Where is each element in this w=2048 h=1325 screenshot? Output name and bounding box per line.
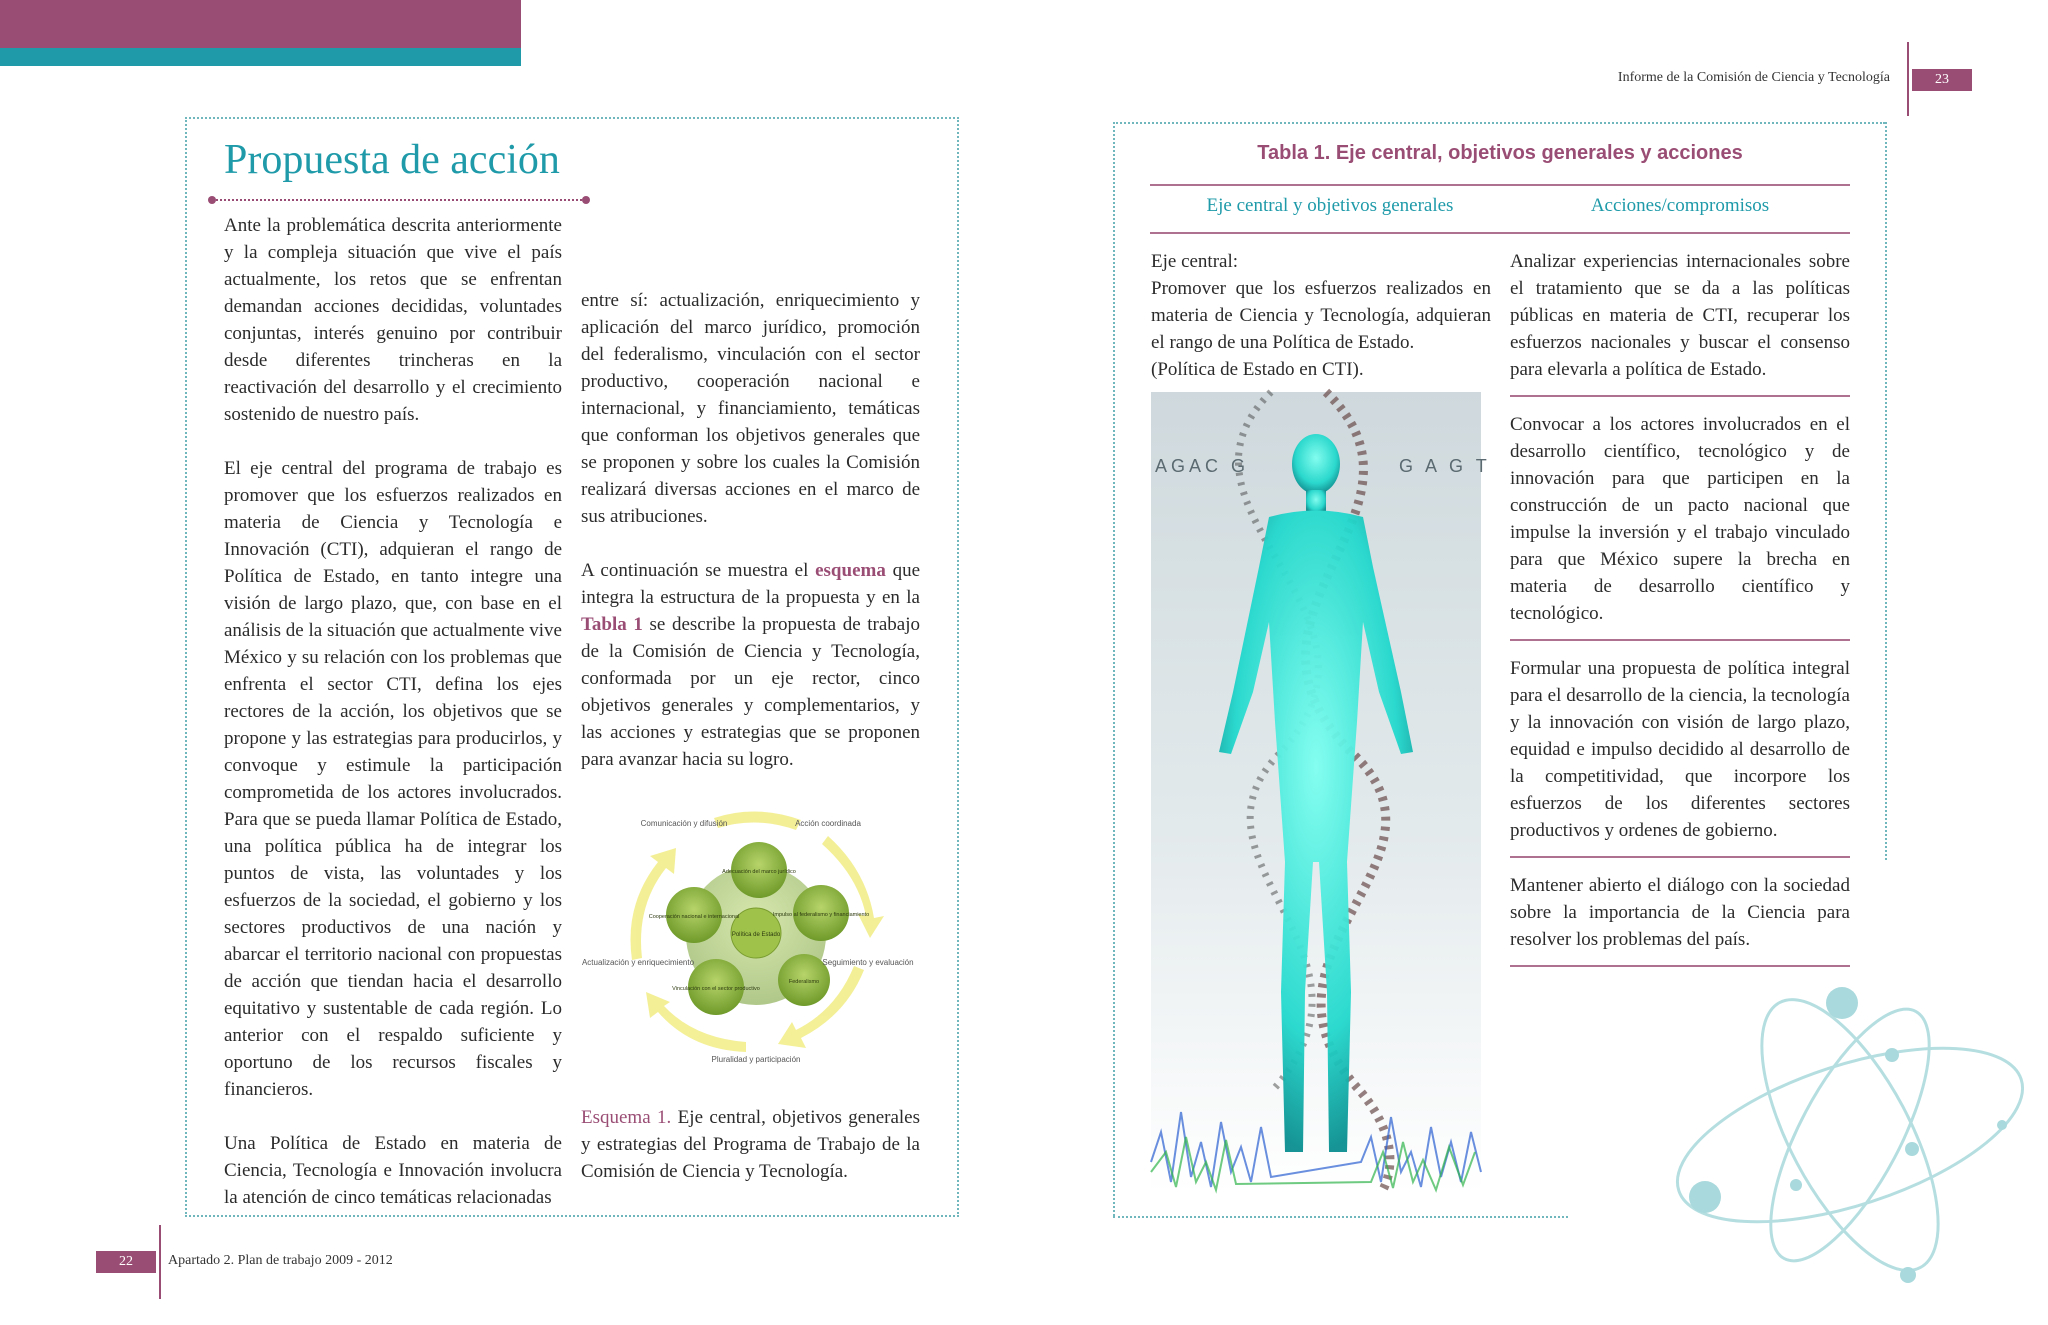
outer-label: Pluralidad y participación [711,1055,801,1064]
action-item: Formular una propuesta de política integral para el desarrollo de la ciencia, la tecnología y la innovación con visión de largo plazo, equidad e impulso decidido al desarrollo de la competitividad, que incorpore los esfuerzos de los diferentes sectores productivos y ordenes de gobierno. [1510,658,1850,841]
action-rule [1510,965,1850,967]
node-label: Impulso al federalismo y financiamiento [772,912,870,918]
node-label: Federalismo [788,979,820,985]
header-divider [1907,42,1909,116]
node-center-label: Política de Estado [731,932,781,938]
actions-column [1510,248,1850,967]
dna-letters: AGAC G [1155,456,1250,476]
node-label: Cooperación nacional e internacional [648,914,740,920]
footer-divider [159,1225,161,1299]
text-run: A continuación se muestra el [581,560,816,581]
text-run: se describe la propuesta de trabajo de la Comisión de Ciencia y Tecnología, conformada por un eje rector, cinco objetivos generales y complementarios, y las acciones y estrategias que se proponen para avanzar hacia su logro. [581,614,921,770]
table-title: Tabla 1. Eje central, objetivos generales y acciones [1257,142,1743,164]
header-bar-plum [0,0,521,48]
paragraph: El eje central del programa de trabajo es promover que los esfuerzos realizados en materia de Ciencia y Tecnología e Innovación (CTI), adquieran el rango de Política de Estado, en tanto integre una visión de largo plazo, que, con base en el análisis de la situación que actualmente vive México y su relación con los problemas que enfrenta el sector CTI, defina los ejes rectores de la acción, los objetivos que se propone y las estrategias para producirlos, y convoque y estimule la participación comprometida de los actores involucrados. Para que se pueda llamar Política de Estado, una política pública ha de integrar los puntos de vista, las voluntades y los esfuerzos de la sociedad, el gobierno y los sectores productivos de una nación y abarcar el territorio nacional con propuestas de acción que tiendan hacia el desarrollo equitativo y sustentable de cada región. Lo anterior con el respaldo suficiente y oportuno de los recursos fiscales y financieros. [224,458,562,1100]
right-frame-left [1113,122,1115,1216]
outer-label: Acción coordinada [795,819,861,828]
right-frame-top [1113,122,1885,124]
right-frame-bottom [1113,1216,1568,1218]
page-number-right: 23 [1912,69,1972,91]
left-column-1 [224,212,562,1238]
table-rule [1150,232,1850,234]
table-col-head-1: Eje central y objetivos generales [1206,195,1454,216]
running-footer: Apartado 2. Plan de trabajo 2009 - 2012 [168,1253,393,1268]
paragraph: entre sí: actualización, enriquecimiento y aplicación del marco jurídico, promoción del federalismo, vinculación con el sector productivo, cooperación nacional e internacional, y financiamiento, temáticas que conforman los objetivos generales que se proponen y sobre los cuales la Comisión realizará diversas acciones en el marco de sus atribuciones. [581,290,920,527]
scheme-caption [581,1104,920,1185]
paragraph: Ante la problemática descrita anteriormente y la compleja situación que vive el país actualmente, los retos que se enfrentan demandan acciones decididas, voluntades conjuntas, interés genuino por contribuir desde diferentes trincheras en la reactivación del desarrollo y el crecimiento sostenido de nuestro país. [224,215,562,425]
eje-central-cell [1151,248,1491,383]
action-item: Mantener abierto el diálogo con la sociedad sobre la importancia de la Ciencia para resolver los problemas del país. [1510,875,1850,950]
action-rule [1510,856,1850,858]
eje-tag: (Política de Estado en CTI). [1151,359,1364,380]
table-rule [1150,184,1850,186]
node-label: Vinculación con el sector productivo [672,986,760,992]
node-label: Adecuación del marco jurídico [722,869,796,875]
human-figure-image [1151,392,1491,1193]
dna-letters: G A G T [1399,456,1491,476]
outer-label: Seguimiento y evaluación [822,958,914,967]
page-title: Propuesta de acción [224,137,560,183]
human-figure-illustration [1151,392,1491,1193]
outer-label: Comunicación y difusión [640,819,728,828]
caption-label: Esquema 1. [581,1107,672,1128]
outer-label: Actualización y enriquecimiento [581,958,695,967]
atom-decoration-icon [1660,975,2048,1305]
text-run: que integra la estructura de la propuesta y en la [581,560,920,608]
paragraph [581,557,920,773]
esquema-link[interactable]: esquema [815,560,886,581]
tabla-link[interactable]: Tabla 1 [581,614,643,635]
eje-label: Eje central: [1151,251,1239,272]
left-column-2 [581,287,920,800]
right-frame-right [1885,122,1887,860]
eje-text: Promover que los esfuerzos realizados en materia de Ciencia y Tecnología, adquieran el rango de una Política de Estado. [1151,278,1491,353]
action-item: Convocar a los actores involucrados en el desarrollo científico, tecnológico y de innovación para que participen en la construcción de un pacto nacional que impulse la inversión y el trabajo vinculado para que México supere la brecha en materia de desarrollo científico y tecnológico. [1510,414,1850,624]
scheme-diagram [581,800,914,1070]
action-item: Analizar experiencias internacionales sobre el tratamiento que se da a las políticas públicas en materia de CTI, recuperar los esfuerzos nacionales y buscar el consenso para elevarla a política de Estado. [1510,251,1850,380]
paragraph: Una Política de Estado en materia de Ciencia, Tecnología e Innovación involucra la atención de cinco temáticas relacionadas [224,1133,562,1208]
title-rule [212,199,586,201]
page-number-left: 22 [96,1251,156,1273]
action-rule [1510,639,1850,641]
action-rule [1510,395,1850,397]
table-col-head-2: Acciones/compromisos [1590,195,1770,216]
running-header: Informe de la Comisión de Ciencia y Tecnología [1617,70,1890,85]
header-bar-teal [0,48,521,66]
caption-text: Eje central, objetivos generales y estrategias del Programa de Trabajo de la Comisión de Ciencia y Tecnología. [581,1107,920,1182]
